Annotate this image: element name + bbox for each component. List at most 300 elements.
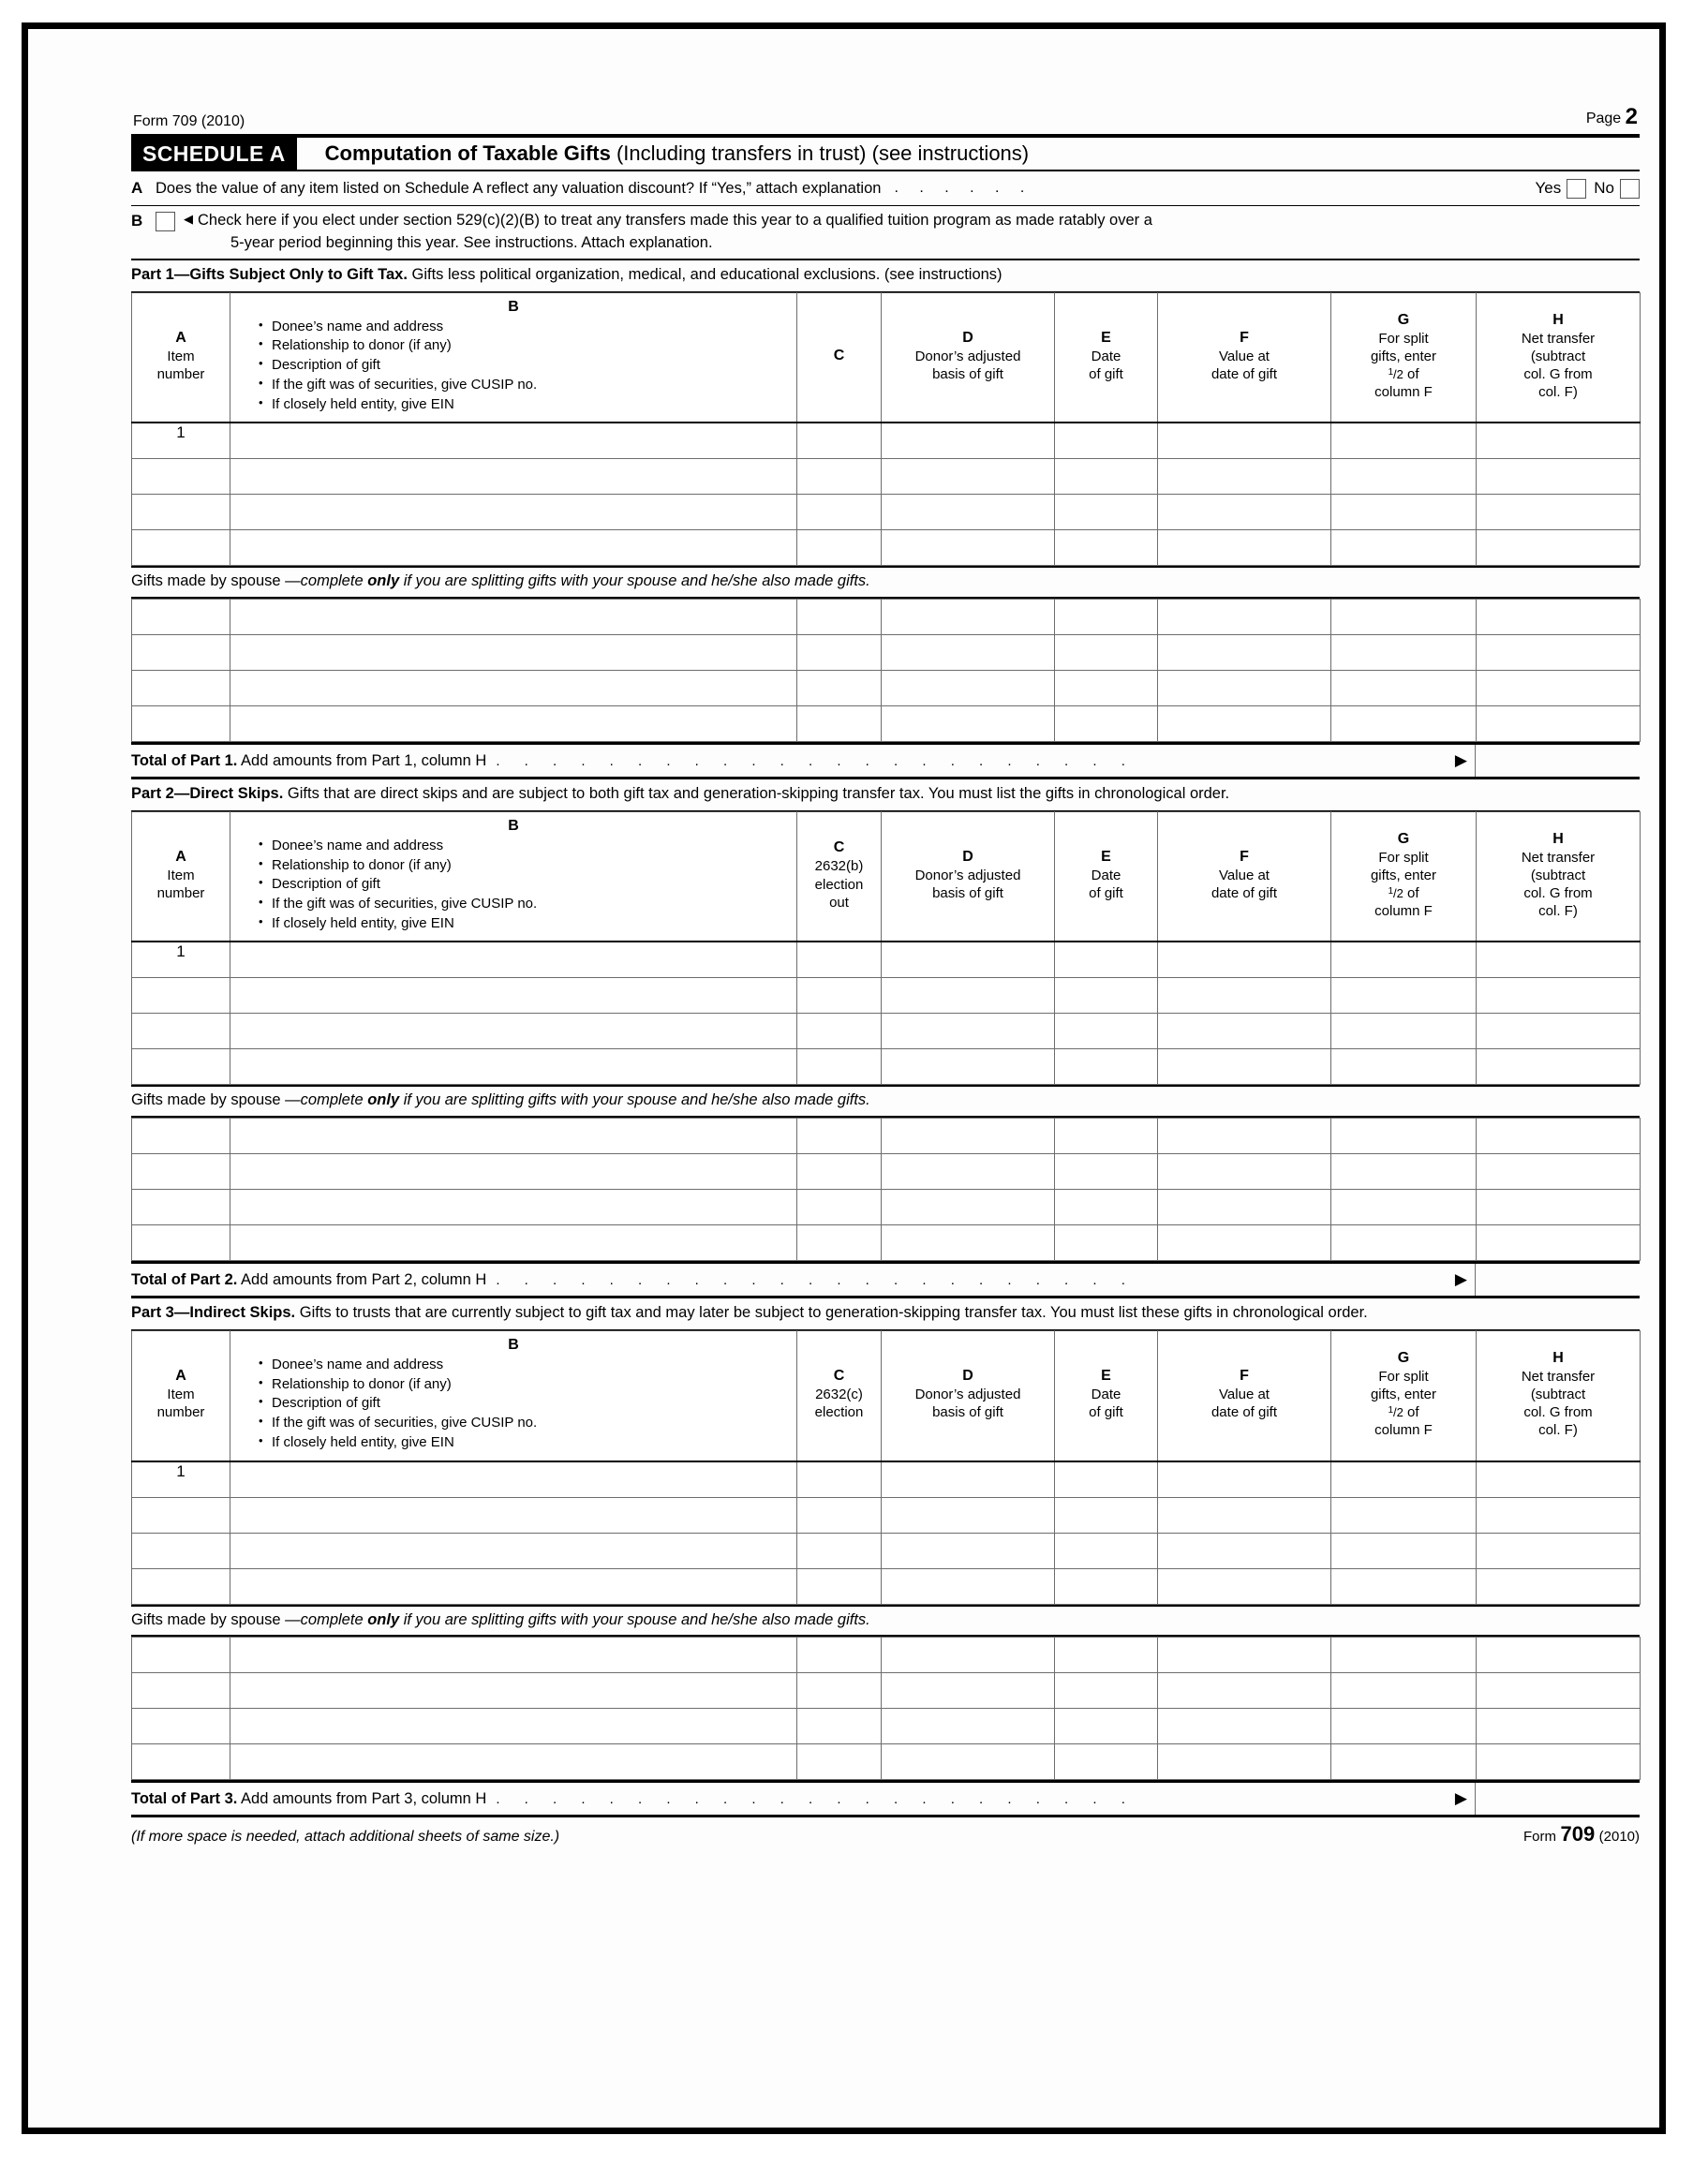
donee-cell[interactable] xyxy=(230,671,797,706)
col-b-bullet-list xyxy=(234,1356,793,1452)
net-transfer-cell[interactable] xyxy=(1477,1049,1641,1085)
col-g-num: 1 xyxy=(1388,366,1393,378)
election-cell[interactable] xyxy=(797,1673,882,1709)
spouse-note-italic2: if you are splitting gifts with your spouse and he/she also made gifts. xyxy=(399,1091,870,1109)
basis-cell[interactable] xyxy=(882,1709,1055,1744)
item-number-cell[interactable]: 1 xyxy=(132,423,230,459)
net-transfer-cell[interactable] xyxy=(1477,1638,1641,1673)
col-d-letter: D xyxy=(962,329,973,346)
donee-cell[interactable] xyxy=(230,706,797,742)
value-cell[interactable] xyxy=(1158,671,1331,706)
col-h-letter: H xyxy=(1552,1349,1564,1366)
date-cell[interactable] xyxy=(1055,1190,1158,1225)
net-transfer-cell[interactable] xyxy=(1477,600,1641,635)
col-g-letter: G xyxy=(1397,830,1410,847)
list-item: • If closely held entity, give EIN xyxy=(259,395,793,415)
col-g-den: 2 xyxy=(1396,886,1404,901)
donee-cell[interactable] xyxy=(230,423,797,459)
election-cell[interactable] xyxy=(797,1638,882,1673)
net-transfer-cell[interactable] xyxy=(1477,423,1641,459)
value-cell[interactable] xyxy=(1158,1497,1331,1533)
basis-cell[interactable] xyxy=(882,1533,1055,1568)
right-arrow-icon: ▶ xyxy=(1454,751,1467,769)
split-gift-cell[interactable] xyxy=(1331,1225,1477,1261)
table-row xyxy=(132,1497,1641,1533)
net-transfer-cell[interactable] xyxy=(1477,495,1641,530)
election-out-cell[interactable] xyxy=(797,978,882,1014)
basis-cell[interactable] xyxy=(882,1461,1055,1498)
date-cell[interactable] xyxy=(1055,1638,1158,1673)
net-transfer-cell[interactable] xyxy=(1477,1461,1641,1498)
donee-cell[interactable] xyxy=(230,1119,797,1154)
col-g-sub xyxy=(1335,849,1472,921)
basis-cell[interactable] xyxy=(882,495,1055,530)
election-out-cell[interactable] xyxy=(797,1049,882,1085)
table-row xyxy=(132,600,1641,635)
item-number-cell[interactable] xyxy=(132,635,230,671)
value-cell[interactable] xyxy=(1158,1190,1331,1225)
table-row xyxy=(132,1709,1641,1744)
donee-cell[interactable] xyxy=(230,1190,797,1225)
date-cell[interactable] xyxy=(1055,1673,1158,1709)
election-cell[interactable] xyxy=(797,1709,882,1744)
basis-cell[interactable] xyxy=(882,1119,1055,1154)
donee-cell[interactable] xyxy=(230,978,797,1014)
value-cell[interactable] xyxy=(1158,635,1331,671)
split-gift-cell[interactable] xyxy=(1331,1568,1477,1604)
value-cell[interactable] xyxy=(1158,706,1331,742)
basis-cell[interactable] xyxy=(882,600,1055,635)
basis-cell[interactable] xyxy=(882,530,1055,566)
part3-spouse-note xyxy=(131,1605,1640,1638)
split-gift-cell[interactable] xyxy=(1331,1497,1477,1533)
form-sheet xyxy=(131,104,1640,1846)
split-gift-cell[interactable] xyxy=(1331,423,1477,459)
split-gift-cell[interactable] xyxy=(1331,600,1477,635)
schedule-title xyxy=(297,138,1029,170)
value-cell[interactable] xyxy=(1158,1744,1331,1780)
basis-cell[interactable] xyxy=(882,1014,1055,1049)
part1-table xyxy=(131,292,1641,566)
col-g-fraction: $^1$/2 xyxy=(1388,886,1404,901)
col-f-letter: F xyxy=(1240,329,1249,346)
date-cell[interactable] xyxy=(1055,1533,1158,1568)
item-number-cell[interactable] xyxy=(132,1638,230,1673)
value-cell[interactable] xyxy=(1158,1568,1331,1604)
col-e-sub: Date of gift xyxy=(1089,867,1123,902)
election-out-cell[interactable] xyxy=(797,1154,882,1190)
item-number-cell[interactable] xyxy=(132,1049,230,1085)
footer-form-id xyxy=(1523,1822,1640,1846)
donee-cell[interactable] xyxy=(230,1154,797,1190)
page-header xyxy=(131,104,1640,134)
col-b-header xyxy=(230,811,797,942)
value-cell[interactable] xyxy=(1158,1154,1331,1190)
spouse-note-bold: only xyxy=(367,1091,400,1109)
basis-cell[interactable] xyxy=(882,1049,1055,1085)
part1-total-leaders: . . . . . . . . . . . . . . . . . . . . . . . xyxy=(496,752,1136,769)
date-cell[interactable] xyxy=(1055,600,1158,635)
col-h-sub: Net transfer (subtract col. G from col. F) xyxy=(1521,330,1596,401)
date-cell[interactable] xyxy=(1055,1461,1158,1498)
spouse-note-bold: only xyxy=(367,1610,400,1628)
donee-cell[interactable] xyxy=(230,600,797,635)
part1-total-amount-field[interactable] xyxy=(1475,745,1640,777)
list-item: • If closely held entity, give EIN xyxy=(259,914,793,934)
col-d-sub: Donor’s adjusted basis of gift xyxy=(914,867,1021,902)
table-row xyxy=(132,1049,1641,1085)
split-gift-cell[interactable] xyxy=(1331,495,1477,530)
col-g-of: of xyxy=(1407,1404,1419,1421)
spouse-note-italic2: if you are splitting gifts with your spouse and he/she also made gifts. xyxy=(399,572,870,590)
election-cell[interactable] xyxy=(797,1568,882,1604)
value-cell[interactable] xyxy=(1158,495,1331,530)
split-gift-cell[interactable] xyxy=(1331,978,1477,1014)
col-g-line2: gifts, enter xyxy=(1370,348,1437,364)
list-item: • Description of gift xyxy=(259,356,793,376)
spouse-note-italic1: complete xyxy=(300,1610,368,1628)
value-cell[interactable] xyxy=(1158,978,1331,1014)
table-row xyxy=(132,942,1641,978)
item-number-cell[interactable] xyxy=(132,530,230,566)
part1-heading-bold: Part 1—Gifts Subject Only to Gift Tax. xyxy=(131,265,408,283)
value-cell[interactable] xyxy=(1158,942,1331,978)
footer-note: (If more space is needed, attach additional sheets of same size.) xyxy=(131,1829,560,1846)
basis-cell[interactable] xyxy=(882,1744,1055,1780)
item-number-cell[interactable] xyxy=(132,706,230,742)
item-number-cell[interactable] xyxy=(132,671,230,706)
col-d-sub: Donor’s adjusted basis of gift xyxy=(914,348,1021,382)
date-cell[interactable] xyxy=(1055,1049,1158,1085)
basis-cell[interactable] xyxy=(882,706,1055,742)
item-number-cell[interactable] xyxy=(132,1014,230,1049)
col-d-header xyxy=(882,811,1055,942)
split-gift-cell[interactable] xyxy=(1331,706,1477,742)
net-transfer-cell[interactable] xyxy=(1477,1568,1641,1604)
election-out-cell[interactable] xyxy=(797,1190,882,1225)
election-out-cell[interactable] xyxy=(797,1225,882,1261)
part2-heading-bold: Part 2—Direct Skips. xyxy=(131,785,284,802)
split-gift-cell[interactable] xyxy=(1331,1673,1477,1709)
col-a-letter: A xyxy=(175,1368,186,1385)
basis-cell[interactable] xyxy=(882,1497,1055,1533)
basis-cell[interactable] xyxy=(882,942,1055,978)
basis-cell[interactable] xyxy=(882,1225,1055,1261)
table-row xyxy=(132,1225,1641,1261)
basis-cell[interactable] xyxy=(882,978,1055,1014)
part3-donor-rows xyxy=(132,1461,1641,1605)
net-transfer-cell[interactable] xyxy=(1477,942,1641,978)
col-d-header xyxy=(882,292,1055,423)
net-transfer-cell[interactable] xyxy=(1477,1225,1641,1261)
spouse-note-italic1: complete xyxy=(300,572,368,590)
col-c-cell-shaded xyxy=(797,600,882,635)
election-out-cell[interactable] xyxy=(797,1014,882,1049)
no-label: No xyxy=(1594,179,1614,197)
value-cell[interactable] xyxy=(1158,1014,1331,1049)
donee-cell[interactable] xyxy=(230,1568,797,1604)
col-c-cell-shaded xyxy=(797,423,882,459)
date-cell[interactable] xyxy=(1055,1119,1158,1154)
date-cell[interactable] xyxy=(1055,706,1158,742)
donee-cell[interactable] xyxy=(230,1744,797,1780)
col-g-of: of xyxy=(1407,885,1419,902)
col-g-num: 1 xyxy=(1388,886,1393,897)
item-number-cell[interactable] xyxy=(132,978,230,1014)
col-b-letter: B xyxy=(508,1337,519,1354)
item-number-cell[interactable] xyxy=(132,1190,230,1225)
col-a-letter: A xyxy=(175,848,186,865)
basis-cell[interactable] xyxy=(882,459,1055,495)
net-transfer-cell[interactable] xyxy=(1477,1497,1641,1533)
schedule-title-normal: (Including transfers in trust) (see instructions) xyxy=(616,141,1030,165)
split-gift-cell[interactable] xyxy=(1331,942,1477,978)
question-b-letter: B xyxy=(131,212,143,230)
part3-total-row xyxy=(131,1780,1640,1817)
item-number-cell[interactable] xyxy=(132,1744,230,1780)
date-cell[interactable] xyxy=(1055,459,1158,495)
spouse-note-lead: Gifts made by spouse — xyxy=(131,1091,301,1109)
date-cell[interactable] xyxy=(1055,1154,1158,1190)
item-number-cell[interactable] xyxy=(132,1709,230,1744)
donee-cell[interactable] xyxy=(230,1709,797,1744)
value-cell[interactable] xyxy=(1158,1049,1331,1085)
item-number-cell[interactable] xyxy=(132,1119,230,1154)
split-gift-cell[interactable] xyxy=(1331,1014,1477,1049)
table-row xyxy=(132,495,1641,530)
part1-heading xyxy=(131,260,1640,292)
date-cell[interactable] xyxy=(1055,1225,1158,1261)
item-number-cell[interactable] xyxy=(132,1533,230,1568)
net-transfer-cell[interactable] xyxy=(1477,1190,1641,1225)
donee-cell[interactable] xyxy=(230,1673,797,1709)
table-row xyxy=(132,978,1641,1014)
split-gift-cell[interactable] xyxy=(1331,1190,1477,1225)
split-gift-cell[interactable] xyxy=(1331,671,1477,706)
question-b-line1: Check here if you elect under section 529(c)(2)(B) to treat any transfers made this year to a qualified tuition program as made ratably over a xyxy=(198,212,1152,229)
election-out-cell[interactable] xyxy=(797,942,882,978)
part3-total-amount-field[interactable] xyxy=(1475,1783,1640,1815)
net-transfer-cell[interactable] xyxy=(1477,1119,1641,1154)
col-c-header xyxy=(797,292,882,423)
col-b-bullet-list xyxy=(234,318,793,414)
donee-cell[interactable] xyxy=(230,459,797,495)
election-out-cell[interactable] xyxy=(797,1119,882,1154)
col-c-cell-shaded xyxy=(797,530,882,566)
yes-checkbox[interactable] xyxy=(1567,179,1586,199)
col-b-bullet-list xyxy=(234,837,793,933)
item-number-cell[interactable] xyxy=(132,1497,230,1533)
split-gift-cell[interactable] xyxy=(1331,1638,1477,1673)
value-cell[interactable] xyxy=(1158,1533,1331,1568)
col-g-header xyxy=(1331,292,1477,423)
col-g-sub xyxy=(1335,1368,1472,1440)
col-g-letter: G xyxy=(1397,311,1410,328)
split-gift-cell[interactable] xyxy=(1331,530,1477,566)
spouse-note-italic1: complete xyxy=(300,1091,368,1109)
part2-spouse-note xyxy=(131,1085,1640,1118)
item-number-cell[interactable] xyxy=(132,459,230,495)
donee-cell[interactable] xyxy=(230,1014,797,1049)
part2-spouse-table xyxy=(131,1118,1641,1261)
table-row xyxy=(132,671,1641,706)
split-gift-cell[interactable] xyxy=(1331,635,1477,671)
net-transfer-cell[interactable] xyxy=(1477,978,1641,1014)
col-f-sub: Value at date of gift xyxy=(1210,867,1278,902)
table-row xyxy=(132,1014,1641,1049)
col-g-line4: column F xyxy=(1374,384,1433,401)
col-h-sub: Net transfer (subtract col. G from col. F) xyxy=(1521,1368,1596,1439)
col-f-header xyxy=(1158,811,1331,942)
donee-cell[interactable] xyxy=(230,1497,797,1533)
value-cell[interactable] xyxy=(1158,600,1331,635)
page-number-block xyxy=(1586,104,1638,130)
item-number-cell[interactable] xyxy=(132,495,230,530)
net-transfer-cell[interactable] xyxy=(1477,1014,1641,1049)
date-cell[interactable] xyxy=(1055,530,1158,566)
list-item: • Relationship to donor (if any) xyxy=(259,336,793,356)
item-number-cell[interactable]: 1 xyxy=(132,1461,230,1498)
net-transfer-cell[interactable] xyxy=(1477,706,1641,742)
net-transfer-cell[interactable] xyxy=(1477,1154,1641,1190)
date-cell[interactable] xyxy=(1055,1709,1158,1744)
list-item: • Description of gift xyxy=(259,1394,793,1414)
part2-heading-rest: Gifts that are direct skips and are subject to both gift tax and generation-skipping transfer tax. You must list the gifts in chronological order. xyxy=(283,785,1230,802)
date-cell[interactable] xyxy=(1055,423,1158,459)
donee-cell[interactable] xyxy=(230,1225,797,1261)
net-transfer-cell[interactable] xyxy=(1477,1673,1641,1709)
item-number-cell[interactable] xyxy=(132,600,230,635)
value-cell[interactable] xyxy=(1158,1673,1331,1709)
date-cell[interactable] xyxy=(1055,978,1158,1014)
split-gift-cell[interactable] xyxy=(1331,1709,1477,1744)
date-cell[interactable] xyxy=(1055,942,1158,978)
basis-cell[interactable] xyxy=(882,1638,1055,1673)
donee-cell[interactable] xyxy=(230,1638,797,1673)
list-item: • If closely held entity, give EIN xyxy=(259,1433,793,1453)
net-transfer-cell[interactable] xyxy=(1477,530,1641,566)
date-cell[interactable] xyxy=(1055,1497,1158,1533)
col-a-sub: Item number xyxy=(156,348,205,382)
net-transfer-cell[interactable] xyxy=(1477,459,1641,495)
net-transfer-cell[interactable] xyxy=(1477,671,1641,706)
net-transfer-cell[interactable] xyxy=(1477,1533,1641,1568)
col-c-cell-shaded xyxy=(797,495,882,530)
election-cell[interactable] xyxy=(797,1744,882,1780)
basis-cell[interactable] xyxy=(882,1190,1055,1225)
donee-cell[interactable] xyxy=(230,1049,797,1085)
table-row xyxy=(132,706,1641,742)
footer-form-number: 709 xyxy=(1560,1822,1596,1846)
spouse-note-bold: only xyxy=(367,572,400,590)
basis-cell[interactable] xyxy=(882,1673,1055,1709)
election-cell[interactable] xyxy=(797,1533,882,1568)
value-cell[interactable] xyxy=(1158,1225,1331,1261)
item-number-cell[interactable] xyxy=(132,1154,230,1190)
section-529-election-checkbox[interactable] xyxy=(156,212,175,231)
split-gift-cell[interactable] xyxy=(1331,1533,1477,1568)
date-cell[interactable] xyxy=(1055,1014,1158,1049)
col-c-letter: C xyxy=(833,1368,845,1385)
election-cell[interactable] xyxy=(797,1497,882,1533)
footer-form-year: (2010) xyxy=(1598,1829,1640,1846)
basis-cell[interactable] xyxy=(882,635,1055,671)
donee-cell[interactable] xyxy=(230,1461,797,1498)
value-cell[interactable] xyxy=(1158,459,1331,495)
date-cell[interactable] xyxy=(1055,1568,1158,1604)
col-e-sub: Date of gift xyxy=(1089,348,1123,382)
col-e-letter: E xyxy=(1101,848,1111,865)
col-g-line1: For split xyxy=(1378,849,1429,866)
donee-cell[interactable] xyxy=(230,530,797,566)
col-a-sub: Item number xyxy=(156,1387,205,1421)
basis-cell[interactable] xyxy=(882,423,1055,459)
col-g-line2: gifts, enter xyxy=(1370,867,1437,883)
date-cell[interactable] xyxy=(1055,1744,1158,1780)
split-gift-cell[interactable] xyxy=(1331,1154,1477,1190)
col-e-header xyxy=(1055,811,1158,942)
date-cell[interactable] xyxy=(1055,635,1158,671)
split-gift-cell[interactable] xyxy=(1331,1461,1477,1498)
value-cell[interactable] xyxy=(1158,1709,1331,1744)
donee-cell[interactable] xyxy=(230,942,797,978)
split-gift-cell[interactable] xyxy=(1331,459,1477,495)
list-item: • If the gift was of securities, give CUSIP no. xyxy=(259,1414,793,1433)
list-item: • Relationship to donor (if any) xyxy=(259,1375,793,1395)
donee-cell[interactable] xyxy=(230,635,797,671)
page-label: Page xyxy=(1585,111,1622,126)
item-number-cell[interactable] xyxy=(132,1673,230,1709)
item-number-cell[interactable] xyxy=(132,1225,230,1261)
value-cell[interactable] xyxy=(1158,1119,1331,1154)
basis-cell[interactable] xyxy=(882,671,1055,706)
date-cell[interactable] xyxy=(1055,495,1158,530)
question-a-row xyxy=(131,171,1640,206)
col-a-header xyxy=(132,292,230,423)
value-cell[interactable] xyxy=(1158,1461,1331,1498)
value-cell[interactable] xyxy=(1158,1638,1331,1673)
item-number-cell[interactable] xyxy=(132,1568,230,1604)
donee-cell[interactable] xyxy=(230,1533,797,1568)
part2-total-label-bold: Total of Part 2. xyxy=(131,1270,238,1288)
col-c-letter: C xyxy=(833,839,845,856)
part2-total-leaders: . . . . . . . . . . . . . . . . . . . . . . . xyxy=(496,1271,1136,1288)
col-a-header xyxy=(132,1331,230,1461)
net-transfer-cell[interactable] xyxy=(1477,1744,1641,1780)
net-transfer-cell[interactable] xyxy=(1477,1709,1641,1744)
split-gift-cell[interactable] xyxy=(1331,1119,1477,1154)
election-cell[interactable] xyxy=(797,1461,882,1498)
split-gift-cell[interactable] xyxy=(1331,1049,1477,1085)
split-gift-cell[interactable] xyxy=(1331,1744,1477,1780)
list-item: • Description of gift xyxy=(259,875,793,895)
no-checkbox[interactable] xyxy=(1620,179,1640,199)
part1-header-row xyxy=(132,292,1641,423)
col-c-cell-shaded xyxy=(797,635,882,671)
basis-cell[interactable] xyxy=(882,1154,1055,1190)
date-cell[interactable] xyxy=(1055,671,1158,706)
value-cell[interactable] xyxy=(1158,423,1331,459)
basis-cell[interactable] xyxy=(882,1568,1055,1604)
part1-spouse-note xyxy=(131,566,1640,599)
part2-total-amount-field[interactable] xyxy=(1475,1264,1640,1296)
net-transfer-cell[interactable] xyxy=(1477,635,1641,671)
donee-cell[interactable] xyxy=(230,495,797,530)
table-row xyxy=(132,635,1641,671)
item-number-cell[interactable]: 1 xyxy=(132,942,230,978)
value-cell[interactable] xyxy=(1158,530,1331,566)
question-a-leaders: . . . . . . xyxy=(894,180,1033,196)
